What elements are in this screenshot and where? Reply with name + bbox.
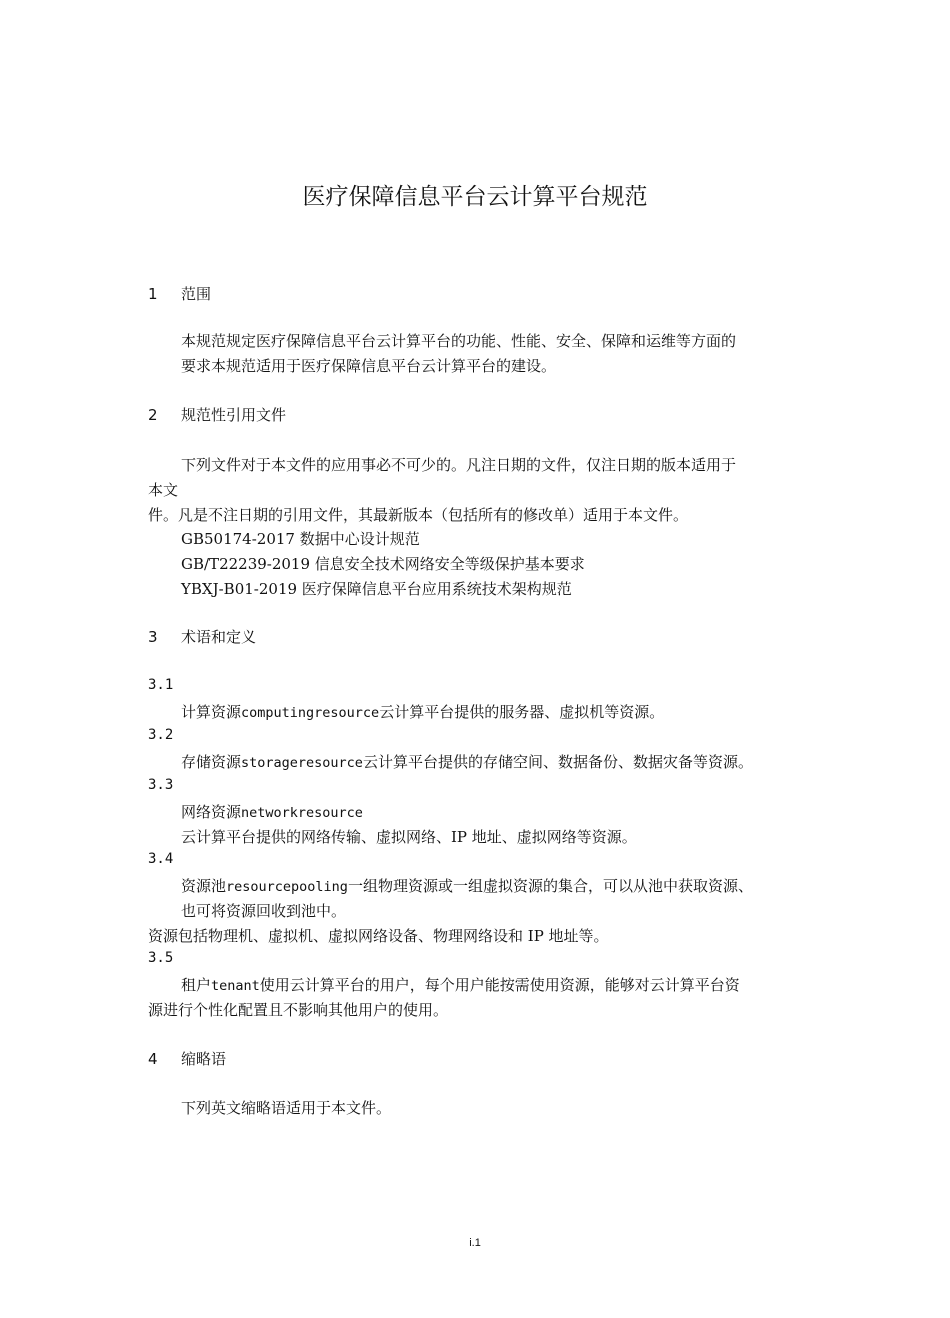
section-number: 2 (148, 406, 158, 424)
section-title: 规范性引用文件 (181, 406, 287, 424)
abbreviations-intro: 下列英文缩略语适用于本文件。 (181, 1099, 392, 1117)
section-number: 3 (148, 628, 158, 646)
term-name: 网络资源 (181, 803, 242, 821)
section-3-heading (148, 626, 256, 647)
page-number: i.1 (469, 1237, 481, 1249)
term-number: 3.3 (148, 777, 174, 793)
term-definition: 一组物理资源或一组虚拟资源的集合，可以从池中获取资源、 (347, 877, 753, 895)
refs-text-line-1: 下列文件对于本文件的应用事必不可少的。凡注日期的文件，仅注日期的版本适用于 (181, 456, 737, 474)
section-title: 缩略语 (181, 1050, 227, 1068)
term-name: 资源池 (181, 877, 227, 895)
term-english: networkresource (241, 805, 363, 821)
term-definition: 使用云计算平台的用户，每个用户能按需使用资源，能够对云计算平台资 (259, 976, 740, 994)
reference-item: YBXJ-B01-2019 医疗保障信息平台应用系统技术架构规范 (181, 580, 572, 598)
term-english: resourcepooling (226, 879, 348, 895)
term-name: 租户 (181, 976, 212, 994)
term-number: 3.1 (148, 677, 174, 693)
term-english: tenant (211, 978, 260, 994)
term-note: 资源包括物理机、虚拟机、虚拟网络设备、物理网络设和 IP 地址等。 (148, 927, 609, 945)
term-entry (181, 801, 363, 822)
term-definition: 云计算平台提供的服务器、虚拟机等资源。 (379, 703, 665, 721)
section-1-heading (148, 283, 211, 304)
reference-item: GB/T22239-2019 信息安全技术网络安全等级保护基本要求 (181, 555, 585, 573)
term-english: computingresource (241, 705, 380, 721)
term-definition-continued: 也可将资源回收到池中。 (181, 902, 347, 920)
term-name: 存储资源 (181, 753, 242, 771)
term-entry (181, 751, 753, 772)
scope-text-line-2: 要求本规范适用于医疗保障信息平台云计算平台的建设。 (181, 357, 557, 375)
term-definition: 云计算平台提供的存储空间、数据备份、数据灾备等资源。 (362, 753, 753, 771)
term-entry (181, 875, 753, 896)
term-name: 计算资源 (181, 703, 242, 721)
section-title: 范围 (181, 285, 212, 303)
term-definition: 云计算平台提供的网络传输、虚拟网络、IP 地址、虚拟网络等资源。 (181, 828, 637, 846)
term-number: 3.4 (148, 851, 174, 867)
section-4-heading (148, 1048, 226, 1069)
term-entry (181, 701, 664, 722)
term-english: storageresource (241, 755, 363, 771)
section-2-heading (148, 404, 286, 425)
term-number: 3.2 (148, 727, 174, 743)
scope-text-line-1: 本规范规定医疗保障信息平台云计算平台的功能、性能、安全、保障和运维等方面的 (181, 332, 737, 350)
document-title: 医疗保障信息平台云计算平台规范 (302, 184, 648, 210)
refs-text-line-3: 件。凡是不注日期的引用文件，其最新版本（包括所有的修改单）适用于本文件。 (148, 506, 689, 524)
term-definition-continued: 源进行个性化配置且不影响其他用户的使用。 (148, 1001, 449, 1019)
section-number: 4 (148, 1050, 158, 1068)
term-entry (181, 974, 740, 995)
section-title: 术语和定义 (181, 628, 257, 646)
term-number: 3.5 (148, 950, 174, 966)
reference-item: GB50174-2017 数据中心设计规范 (181, 530, 420, 548)
section-number: 1 (148, 285, 158, 303)
refs-text-line-2: 本文 (148, 481, 179, 499)
